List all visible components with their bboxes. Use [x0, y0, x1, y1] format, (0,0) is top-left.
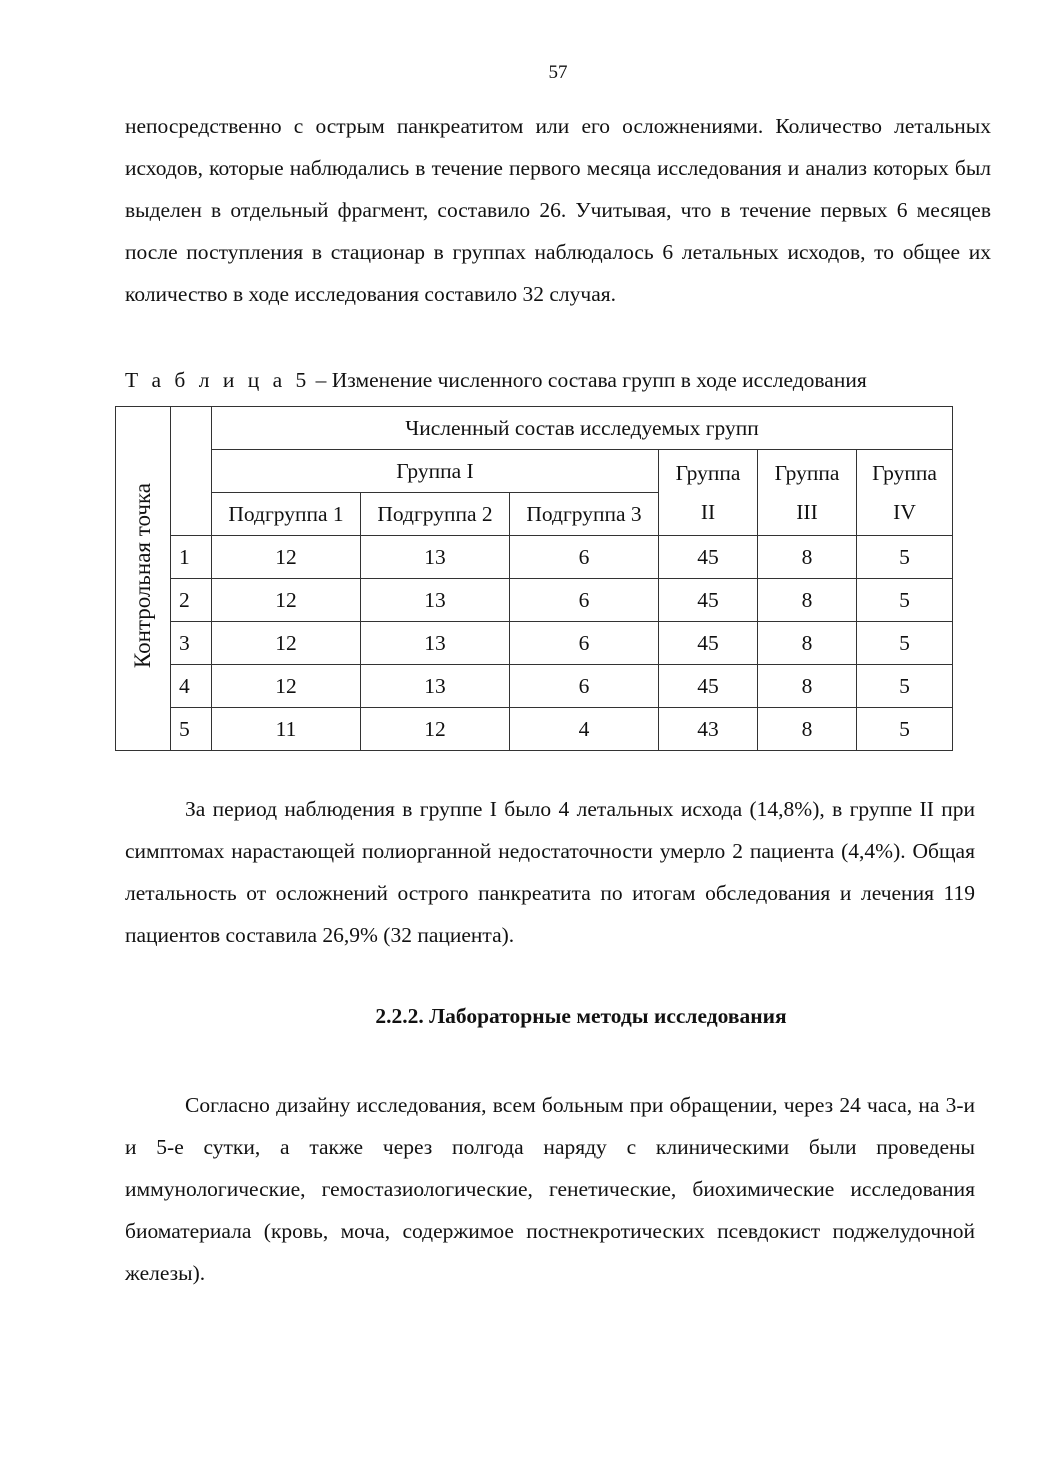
control-point: 2: [171, 579, 212, 622]
table-cell: 5: [857, 708, 953, 751]
table-caption-label: Т а б л и ц а 5: [125, 368, 311, 392]
table-row: [116, 579, 953, 622]
table-cell: 12: [212, 579, 361, 622]
header-group-3-line1: Группа: [774, 460, 840, 485]
table-caption: [125, 365, 867, 395]
table-cell: 6: [510, 536, 659, 579]
table-row: [116, 622, 953, 665]
table-row: [116, 708, 953, 751]
header-group-2-line2: II: [700, 499, 716, 524]
table-cell: 13: [361, 622, 510, 665]
table-cell: 8: [758, 622, 857, 665]
control-point: 1: [171, 536, 212, 579]
table-cell: 8: [758, 579, 857, 622]
header-group-4-line1: Группа: [872, 460, 937, 485]
table-row: [116, 665, 953, 708]
row-axis-label: Контрольная точка: [130, 482, 155, 669]
table-row: [116, 536, 953, 579]
table-cell: 11: [212, 708, 361, 751]
table-caption-title: – Изменение численного состава групп в ходе исследования: [315, 368, 867, 392]
table-cell: 12: [212, 622, 361, 665]
header-group-2-line1: Группа: [675, 460, 741, 485]
table-cell: 13: [361, 536, 510, 579]
table-cell: 43: [659, 708, 758, 751]
table-cell: 45: [659, 536, 758, 579]
header-group-3-line2: III: [796, 499, 818, 524]
section-title: 2.2.2. Лабораторные методы исследования: [375, 1004, 787, 1028]
header-group-1: Группа I: [212, 450, 659, 493]
table-cell: 8: [758, 536, 857, 579]
paragraph-methods: Согласно дизайну исследования, всем больным при обращении, через 24 часа, на 3-и и 5-е сутки, а также через полгода наряду с клиническими были проведены иммунологические, гемостазиологические, генетические, биохимические исследования биоматериала (кровь, моча, содержимое постнекротических псевдокист поджелудочной железы).: [125, 1093, 975, 1285]
table-cell: 5: [857, 622, 953, 665]
table-cell: 6: [510, 665, 659, 708]
table-cell: 45: [659, 579, 758, 622]
header-main: Численный состав исследуемых групп: [212, 407, 953, 450]
header-group-3: [758, 450, 857, 536]
control-point: 5: [171, 708, 212, 751]
header-subgroup-3: Подгруппа 3: [510, 493, 659, 536]
table-cell: 13: [361, 579, 510, 622]
control-point: 3: [171, 622, 212, 665]
header-group-2: [659, 450, 758, 536]
table-cell: 12: [212, 536, 361, 579]
table-cell: 45: [659, 622, 758, 665]
table-cell: 12: [212, 665, 361, 708]
table-cell: 13: [361, 665, 510, 708]
table-cell: 8: [758, 665, 857, 708]
header-subgroup-1: Подгруппа 1: [212, 493, 361, 536]
table-cell: 12: [361, 708, 510, 751]
table-cell: 8: [758, 708, 857, 751]
group-composition-table: [115, 406, 953, 751]
paragraph-intro: непосредственно с острым панкреатитом или его осложнениями. Количество летальных исходов, которые наблюдались в течение первого месяца исследования и анализ которых был выделен в отдельный фрагмент, составило 26. Учитывая, что в течение первых 6 месяцев после поступления в стационар в группах наблюдалось 6 летальных исходов, то общее их количество в ходе исследования составило 32 случая.: [125, 114, 991, 306]
header-group-4: [857, 450, 953, 536]
header-subgroup-2: Подгруппа 2: [361, 493, 510, 536]
row-axis-cell: [116, 407, 171, 751]
empty-header-cell: [171, 407, 212, 536]
control-point: 4: [171, 665, 212, 708]
table-cell: 5: [857, 665, 953, 708]
header-group-4-line2: IV: [893, 499, 916, 524]
page-number: 57: [548, 62, 568, 83]
table-cell: 6: [510, 579, 659, 622]
table-cell: 45: [659, 665, 758, 708]
table-cell: 4: [510, 708, 659, 751]
paragraph-mortality: За период наблюдения в группе I было 4 летальных исхода (14,8%), в группе II при симптомах нарастающей полиорганной недостаточности умерло 2 пациента (4,4%). Общая летальность от осложнений острого панкреатита по итогам обследования и лечения 119 пациентов составила 26,9% (32 пациента).: [125, 797, 975, 947]
table-cell: 6: [510, 622, 659, 665]
table-cell: 5: [857, 536, 953, 579]
table-cell: 5: [857, 579, 953, 622]
